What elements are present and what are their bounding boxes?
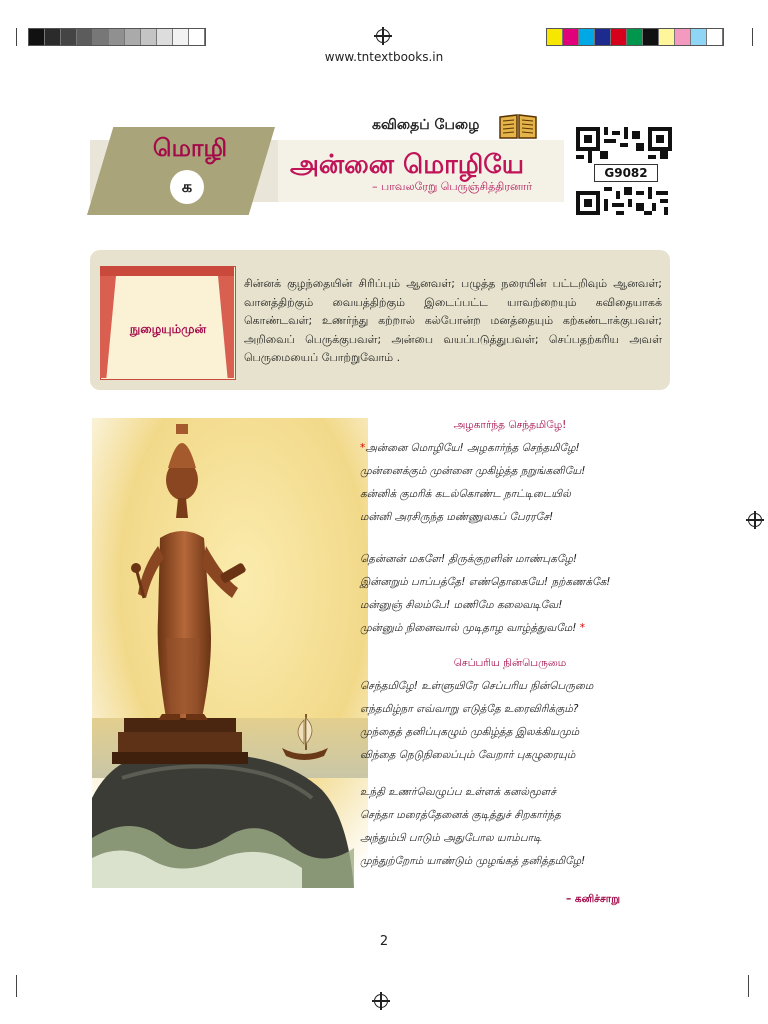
poem-line: மன்னுஞ் சிலம்பே! மணிமே கலைவடிவே! — [360, 599, 563, 611]
intro-text: சின்னக் குழந்தையின் சிரிப்பும் ஆனவள்; பழுத்த நரையின் பட்டறிவும் ஆனவள்; வானத்திற்கும் வையத்திற்கும் இடைப்பட்ட யாவற்றையும் கவிதையாகக் கொண்டவள்; உணர்ந்து கற்றால் கல்போன்ற மனத்தையும் கற்கண்டாக்குபவள்; அறிவைப் பெருக்குபவள்; அன்பை வயப்படுத்துபவள்; செப்பதற்கரிய அவள் பெருமையைப் போற்றுவோம் . — [244, 277, 662, 364]
qr-code-label: G9082 — [594, 164, 658, 182]
page-number: 2 — [379, 934, 389, 949]
poem-section-title: செப்பரிய நின்பெருமை — [453, 657, 567, 669]
open-book-icon — [498, 112, 538, 140]
poem-line: தென்னன் மகளே! திருக்குறளின் மாண்புகழே! — [360, 553, 578, 565]
color-bar — [546, 28, 724, 46]
lesson-badge: க — [170, 170, 204, 204]
footnote-star: * — [360, 442, 366, 454]
trim-mark — [16, 975, 17, 997]
registration-mark-icon — [376, 29, 390, 43]
category-label: மொழி — [152, 134, 228, 162]
page-title: அன்னை மொழியே — [290, 150, 525, 180]
poem-line: மன்னி அரசிருந்த மண்ணுலகப் பேரரசே! — [360, 511, 554, 523]
registration-mark-icon — [748, 513, 762, 527]
intro-label: நுழையும்முன் — [129, 322, 207, 336]
poem-line: முந்தைத் தனிப்புகழும் முகிழ்த்த இலக்கியமும் — [360, 726, 580, 738]
poem-line: *அன்னை மொழியே! அழகார்ந்த செந்தமிழே! — [360, 442, 580, 454]
poem-line: எந்தமிழ்நா எவ்வாறு எடுத்தே உரைவிரிக்கும்? — [360, 703, 579, 715]
poem-line: செந்தமிழே! உள்ளுயிரே செப்பரிய நின்பெருமை — [360, 680, 594, 692]
registration-mark-icon — [374, 994, 388, 1008]
poem-line: முந்துற்றோம் யாண்டும் முழங்கத் தனித்தமிழே! — [360, 855, 586, 867]
poem-line: அந்தும்பி பாடும் அதுபோல யாம்பாடி — [360, 832, 542, 844]
poem-section-title: அழகார்ந்த செந்தமிழே! — [453, 419, 567, 431]
poem-line: கன்னிக் குமரிக் கடல்கொண்ட நாட்டிடையில் — [360, 488, 571, 500]
poem-line: செந்தா மரைத்தேனைக் குடித்துச் சிறகார்ந்த — [360, 809, 561, 821]
footnote-star: * — [579, 622, 586, 634]
poem-line: முன்னைக்கும் முன்னை முகிழ்த்த நறுங்கனியே! — [360, 465, 586, 477]
poem-line: இன்னறும் பாப்பத்தே! எண்தொகையே! நற்கணக்கே! — [360, 576, 611, 588]
poem-line: விந்தை நெடுநிலைப்பும் வேறார் புகழுரையும் — [360, 749, 576, 761]
author-name: – பாவலரேறு பெருஞ்சித்திரனார் — [372, 180, 533, 193]
poem-source-credit: – கனிச்சாறு — [566, 893, 621, 905]
trim-mark — [752, 28, 753, 46]
trim-mark — [16, 28, 17, 46]
curtain-valance — [100, 266, 234, 276]
tamil-goddess-statue-illustration — [92, 418, 368, 888]
poem-line: முன்னும் நினைவால் முடிதாழ வாழ்த்துவமே! * — [360, 622, 586, 634]
trim-mark — [748, 975, 749, 997]
site-url: www.tntextbooks.in — [324, 50, 444, 64]
poem-line: உந்தி உணர்வெழுப்ப உள்ளக் கனல்மூளச் — [360, 786, 557, 798]
grayscale-bar — [28, 28, 206, 46]
section-label: கவிதைப் பேழை — [372, 117, 480, 133]
